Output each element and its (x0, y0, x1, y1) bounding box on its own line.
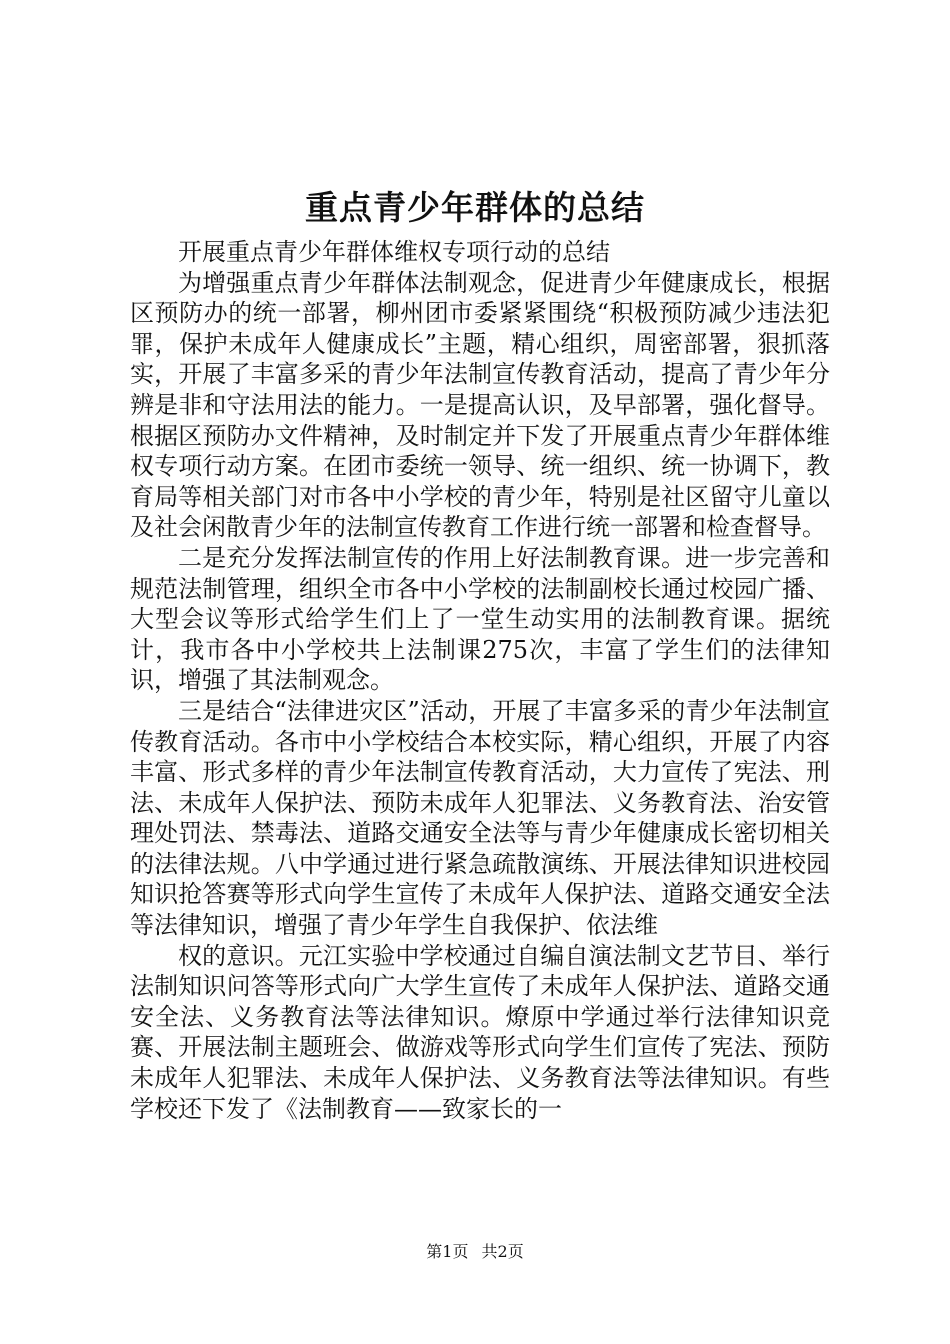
paragraph-subtitle: 开展重点青少年群体维权专项行动的总结 (178, 238, 610, 266)
document-title: 重点青少年群体的总结 (305, 188, 645, 227)
page-footer (0, 1241, 950, 1263)
document-body (130, 237, 830, 1124)
page-total: 共2页 (481, 1242, 524, 1261)
page-number: 第1页 (426, 1242, 469, 1261)
paragraph: 二是充分发挥法制宣传的作用上好法制教育课。进一步完善和规范法制管理，组织全市各中小学校的法制副校长通过校园广播、大型会议等形式给学生们上了一堂生动实用的法制教育课。据统计，我市各中小学校共上法制课275次，丰富了学生们的法律知识，增强了其法制观念。 (130, 543, 830, 695)
paragraph: 为增强重点青少年群体法制观念，促进青少年健康成长，根据区预防办的统一部署，柳州团市委紧紧围绕“积极预防减少违法犯罪，保护未成年人健康成长”主题，精心组织，周密部署，狠抓落实，开展了丰富多采的青少年法制宣传教育活动，提高了青少年分辨是非和守法用法的能力。一是提高认识，及早部署，强化督导。根据区预防办文件精神，及时制定并下发了开展重点青少年群体维权专项行动方案。在团市委统一领导、统一组织、统一协调下，教育局等相关部门对市各中小学校的青少年，特别是社区留守儿童以及社会闲散青少年的法制宣传教育工作进行统一部署和检查督导。 (130, 268, 830, 542)
paragraph: 三是结合“法律进灾区”活动，开展了丰富多采的青少年法制宣传教育活动。各市中小学校结合本校实际，精心组织，开展了内容丰富、形式多样的青少年法制宣传教育活动，大力宣传了宪法、刑法、未成年人保护法、预防未成年人犯罪法、义务教育法、治安管理处罚法、禁毒法、道路交通安全法等与青少年健康成长密切相关的法律法规。八中学通过进行紧急疏散演练、开展法律知识进校园知识抢答赛等形式向学生宣传了未成年人保护法、道路交通安全法等法律知识，增强了青少年学生自我保护、依法维 (130, 696, 830, 940)
paragraph: 权的意识。元江实验中学校通过自编自演法制文艺节目、举行法制知识问答等形式向广大学生宣传了未成年人保护法、道路交通安全法、义务教育法等法律知识。燎原中学通过举行法律知识竞赛、开展法制主题班会、做游戏等形式向学生们宣传了宪法、预防未成年人犯罪法、未成年人保护法、义务教育法等法律知识。有些学校还下发了《法制教育——致家长的一 (130, 941, 830, 1123)
